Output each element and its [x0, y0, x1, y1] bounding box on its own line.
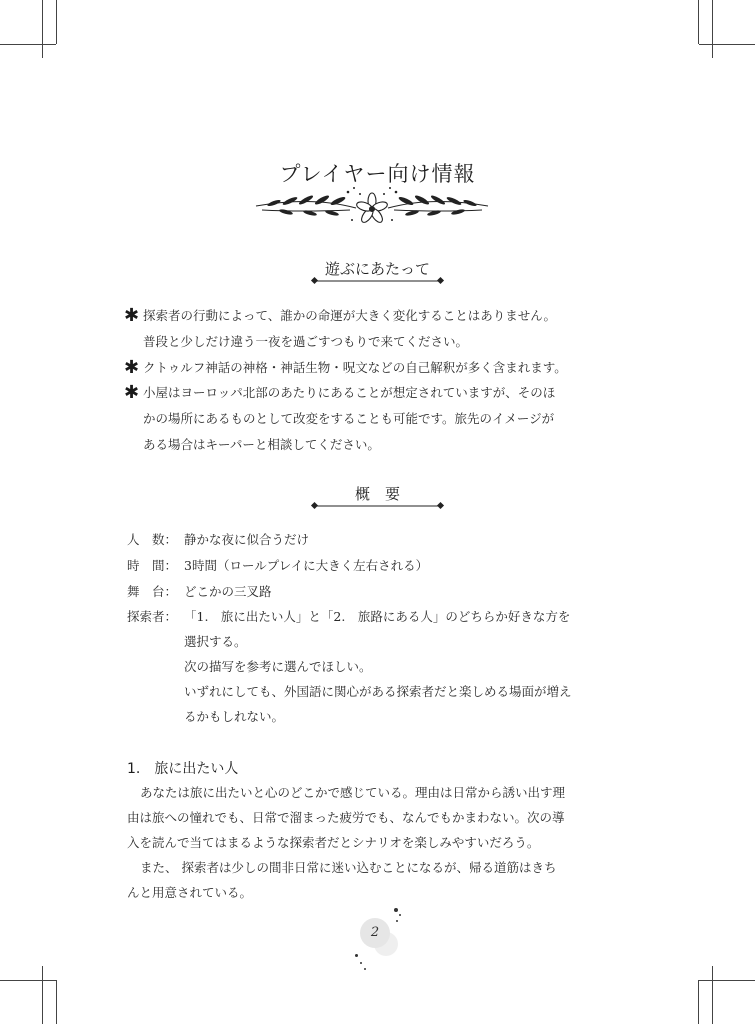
- subsection-heading: 1. 旅に出たい人: [127, 761, 239, 777]
- paragraph: [127, 855, 627, 905]
- paragraph-line: また、 探索者は少しの間非日常に迷い込むことになるが、帰る道筋はきち: [140, 860, 557, 875]
- notice-line: クトゥルフ神話の神格・神話生物・呪文などの自己解釈が多く含まれます。: [143, 360, 567, 375]
- overview-value: 3時間（ロールプレイに大きく左右される）: [184, 558, 429, 573]
- asterisk-icon: ✱: [124, 357, 140, 378]
- overview-label: 舞 台：: [127, 584, 178, 599]
- notice-item: [124, 303, 624, 355]
- heading-underline: [310, 276, 446, 286]
- paragraph-line: あなたは旅に出たいと心のどこかで感じている。理由は日常から誘い出す理: [140, 785, 566, 800]
- notice-line: 普段と少しだけ違う一夜を過ごすつもりで来てください。: [143, 334, 469, 349]
- paragraph-line: 由は旅への憧れでも、日常で溜まった疲労でも、なんでもかまわない。次の導: [127, 810, 565, 825]
- notice-line: 探索者の行動によって、誰かの命運が大きく変化することはありません。: [143, 308, 557, 323]
- section-heading-playing: 遊ぶにあたって: [324, 260, 430, 278]
- overview-label: 人 数：: [127, 532, 178, 547]
- overview-value: いずれにしても、外国語に関心がある探索者だと楽しめる場面が増え: [184, 684, 572, 699]
- notice-item: [124, 355, 624, 381]
- notice-item: [124, 380, 624, 458]
- section-heading-overview: 概 要: [354, 485, 400, 503]
- asterisk-icon: ✱: [124, 305, 140, 326]
- asterisk-icon: ✱: [124, 382, 140, 403]
- overview-row-stage: [127, 579, 627, 604]
- paragraph-line: 入を読んで当てはまるような探索者だとシナリオを楽しみやすいだろう。: [127, 835, 540, 850]
- decorative-dot: [355, 954, 358, 957]
- decorative-dot: [399, 914, 401, 916]
- notice-line: ある場合はキーパーと相談してください。: [143, 437, 380, 452]
- overview-value: 「1. 旅に出たい人」と「2. 旅路にある人」のどちらか好きな方を: [184, 609, 571, 624]
- floral-ornament-icon: [252, 182, 492, 228]
- paragraph: [127, 780, 627, 855]
- overview-row-investigators: [127, 604, 627, 729]
- overview-row-players: [127, 527, 627, 552]
- notice-line: 小屋はヨーロッパ北部のあたりにあることが想定されていますが、そのほ: [143, 385, 556, 400]
- paragraph-line: んと用意されている。: [127, 885, 253, 900]
- decorative-dot: [364, 968, 366, 970]
- overview-value: 次の描写を参考に選んでほしい。: [184, 659, 372, 674]
- overview-value: るかもしれない。: [184, 709, 285, 724]
- page-number: 2: [360, 918, 390, 948]
- page-number-badge: [352, 908, 402, 974]
- overview-value: 静かな夜に似合うだけ: [184, 532, 310, 547]
- decorative-dot: [360, 962, 362, 964]
- overview-value: 選択する。: [184, 634, 247, 649]
- overview-label: 探索者：: [127, 609, 178, 624]
- overview-row-time: [127, 553, 627, 578]
- notice-line: かの場所にあるものとして改変をすることも可能です。旅先のイメージが: [143, 411, 555, 426]
- heading-underline: [310, 501, 446, 511]
- overview-value: どこかの三叉路: [184, 584, 272, 599]
- decorative-dot: [396, 920, 398, 922]
- page-title: プレイヤー向け情報: [279, 162, 476, 186]
- overview-label: 時 間：: [127, 558, 178, 573]
- decorative-dot: [394, 908, 398, 912]
